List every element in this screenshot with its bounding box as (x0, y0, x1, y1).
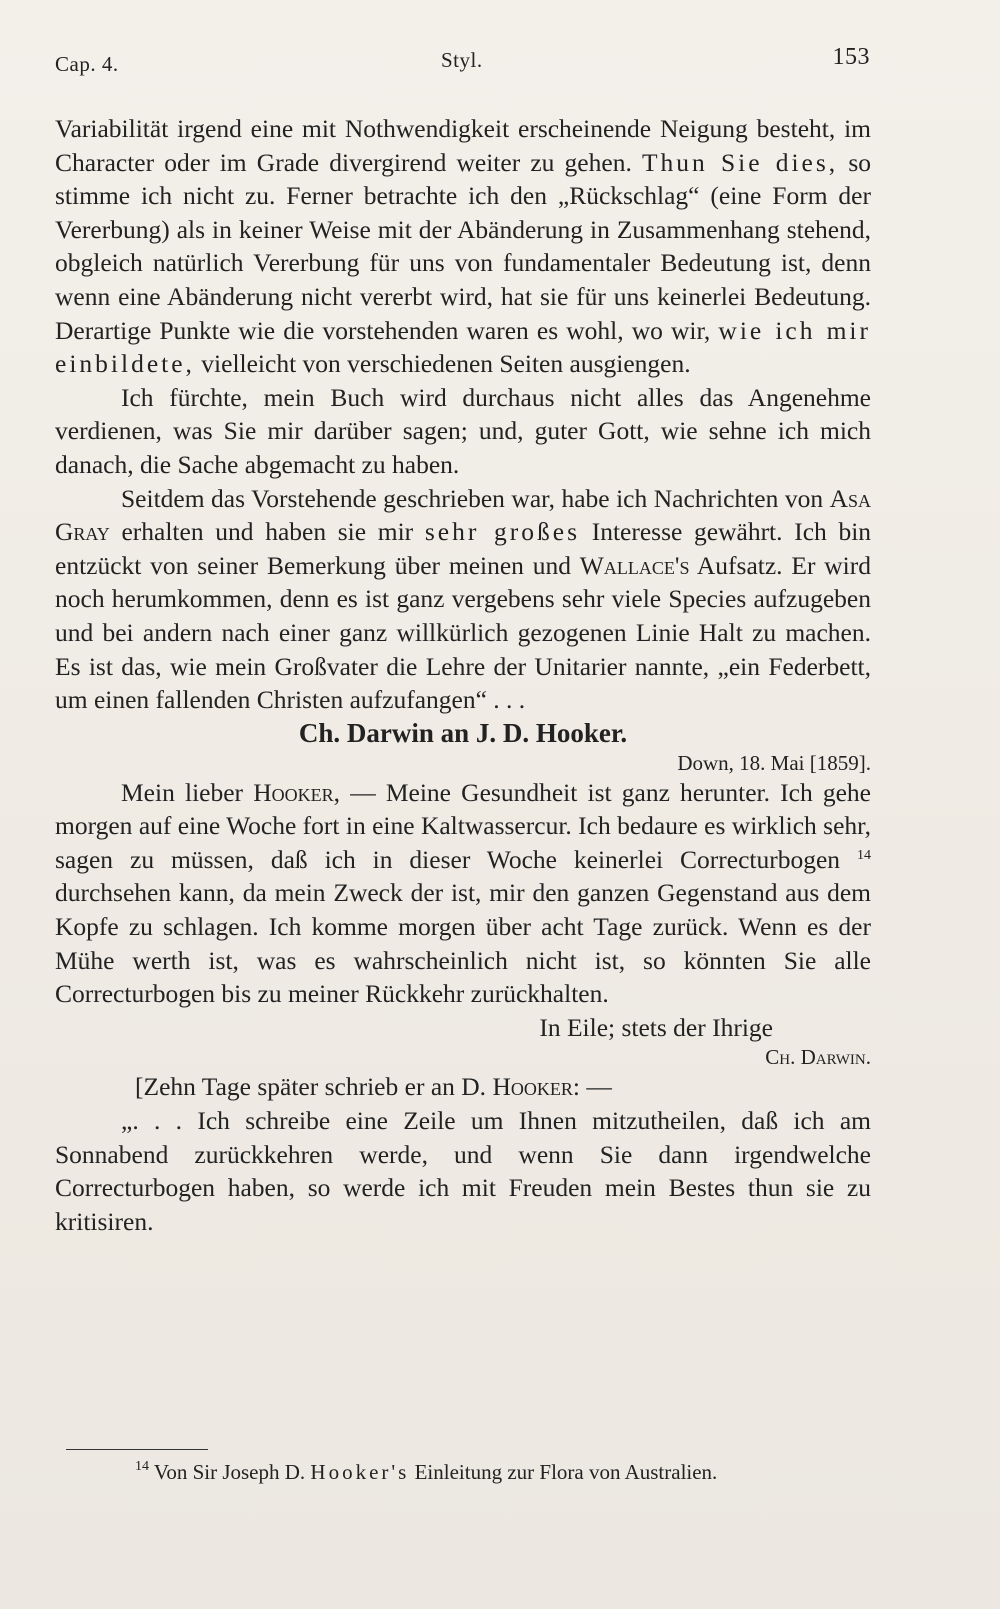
postscript-quote: „. . . Ich schreibe eine Zeile um Ihnen mitzutheilen, daß ich am Sonnabend zurückkehren werde, und wenn Sie dann irgendwelche Correcturbogen haben, so werde ich mit Freuden mein Bestes thun sie zu kritisiren. (55, 1106, 871, 1236)
letter-dateline: Down, 18. Mai [1859]. (677, 750, 871, 775)
emphasis-spaced: Hooker's (310, 1460, 410, 1484)
letter-body: Mein lieber Hooker, — Meine Gesundheit ist ganz herunter. Ich gehe morgen auf eine Woche fort in eine Kaltwassercur. Ich bedaure es wirklich sehr, sagen zu müssen, daß ich in dieser Woche keinerlei Correcturbogen $^{14}$ durchsehen kann, da mein Zweck der ist, mir den ganzen Gegenstand aus dem Kopfe zu schlagen. Ich komme morgen über acht Tage zurück. Wenn es der Mühe werth ist, was es wahrscheinlich nicht ist, so könnten Sie alle Correcturbogen bis zu meiner Rückkehr zurückhalten. (55, 777, 872, 1009)
page-body (55, 112, 871, 1238)
letter-closing: In Eile; stets der Ihrige (539, 1012, 773, 1042)
footnote-divider (66, 1449, 208, 1450)
person-name: Asa Gray (55, 483, 872, 547)
paragraph-2: Ich fürchte, mein Buch wird durchaus nicht alles das Angenehme verdienen, was Sie mir darüber sagen; und, guter Gott, wie sehne ich mich danach, die Sache abgemacht zu haben. (55, 382, 871, 479)
running-header (55, 44, 870, 84)
letter-signature: Ch. Darwin. (765, 1045, 871, 1070)
postscript-intro: [Zehn Tage später schrieb er an D. Hooker: — (135, 1072, 612, 1102)
person-name: Hooker, (253, 777, 341, 807)
footnote-reference: 14 (857, 847, 871, 863)
footnote: $^{14}$ Von Sir Joseph D. Hooker's Einleitung zur Flora von Australien. (135, 1459, 718, 1484)
section-title: Styl. (441, 48, 483, 72)
page-number: 153 (832, 44, 870, 70)
emphasis-spaced: sehr großes (424, 517, 581, 547)
paragraph-1: Variabilität irgend eine mit Nothwendigkeit erscheinende Neigung besteht, im Character oder im Grade divergirend weiter zu gehen. Thun Sie dies, so stimme ich nicht zu. Ferner betrachte ich den „Rückschlag“ (eine Form der Vererbung) als in keiner Weise mit der Abänderung in Zusammenhang stehend, obgleich natürlich Vererbung für uns von fundamentaler Bedeutung ist, denn wenn eine Abänderung nicht vererbt wird, hat sie für uns keinerlei Bedeutung. Derartige Punkte wie die vorstehenden waren es wohl, wo wir, wie ich mir einbildete, vielleicht von verschiedenen Seiten ausgiengen. (55, 114, 871, 379)
person-name: Hooker (492, 1072, 573, 1102)
person-name: Wallace's (579, 550, 690, 580)
emphasis-spaced: wie ich mir einbildete, (55, 315, 871, 379)
paragraph-3: Seitdem das Vorstehende geschrieben war, habe ich Nachrichten von Asa Gray erhalten und haben sie mir sehr großes Interesse gewährt. Ich bin entzückt von seiner Bemerkung über meinen und Wallace's Aufsatz. Er wird noch herumkommen, denn es ist ganz vergebens sehr viele Species aufzugeben und bei andern nach einer ganz willkürlich gezogenen Linie Halt zu machen. Es ist das, wie mein Großvater die Lehre der Unitarier nannte, „ein Federbett, um einen fallenden Christen aufzufangen“ . . . (55, 483, 872, 715)
chapter-label: Cap. 4. (55, 52, 119, 76)
footnote-number: 14 (135, 1459, 149, 1474)
emphasis-spaced: Thun Sie dies, (641, 147, 839, 177)
letter-heading: Ch. Darwin an J. D. Hooker. (298, 717, 628, 748)
